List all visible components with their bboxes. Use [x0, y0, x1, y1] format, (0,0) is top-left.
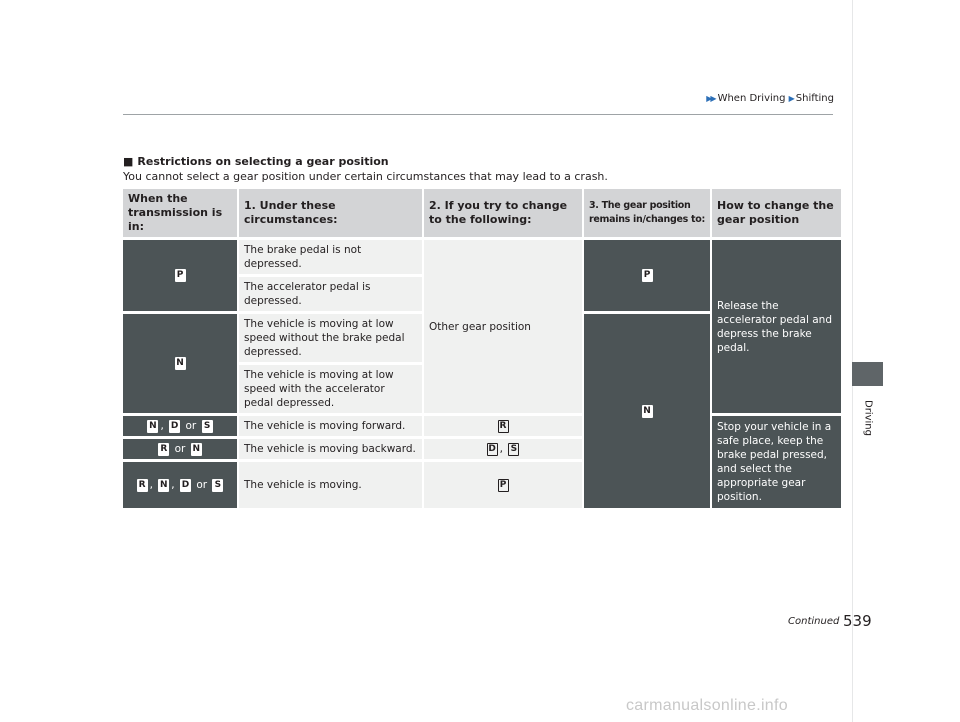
breadcrumb-shifting[interactable]: Shifting [795, 93, 834, 104]
breadcrumb [700, 93, 834, 104]
circumstance-cell: The accelerator pedal is depressed. [239, 277, 422, 311]
circumstance-cell: The vehicle is moving at low speed with the accelerator pedal depressed. [239, 365, 422, 413]
header-rule [123, 114, 833, 115]
gear-cell-rn [123, 439, 237, 459]
gear-cell-nds: N , D or S [123, 416, 237, 436]
gear-r-icon: R [137, 479, 148, 492]
gear-cell-rnds: R , N , D or S [123, 462, 237, 508]
gear-r-icon: R [158, 443, 169, 456]
gear-r-icon: R [498, 420, 509, 433]
gear-n-icon: N [160, 479, 168, 490]
circumstance-cell: The vehicle is moving at low speed without the brake pedal depressed. [239, 314, 422, 362]
section-title [123, 155, 389, 168]
try-change-cell [424, 416, 582, 436]
table-row [123, 240, 841, 274]
gear-n-icon: N [149, 420, 157, 431]
gear-p-icon: P [498, 479, 509, 492]
gear-restriction-table [121, 186, 843, 511]
howto-release-cell: Release the accelerator pedal and depress the brake pedal. [712, 240, 841, 413]
other-gear-cell: Other gear position [424, 240, 582, 413]
breadcrumb-when-driving[interactable]: When Driving [717, 93, 786, 104]
header-transmission: When the transmission is in: [123, 189, 237, 237]
gear-s-icon: S [508, 443, 519, 456]
try-change-cell: D , S [424, 439, 582, 459]
gear-cell-p [123, 240, 237, 311]
gear-n-icon: N [176, 358, 184, 368]
double-arrow-icon: ▶▶ [706, 94, 715, 103]
watermark: carmanualsonline.info [626, 697, 788, 714]
header-try-change: 2. If you try to change to the following: [424, 189, 582, 237]
circumstance-cell: The brake pedal is not depressed. [239, 240, 422, 274]
section-title-text: Restrictions on selecting a gear position [137, 155, 389, 168]
howto-stop-cell: Stop your vehicle in a safe place, keep the brake pedal pressed, and select the appropriate gear position. [712, 416, 841, 508]
gear-d-icon: D [488, 443, 496, 454]
gear-d-icon: D [170, 420, 179, 431]
square-bullet-icon: ■ [123, 155, 134, 168]
section-tab-marker [852, 362, 883, 386]
circumstance-cell: The vehicle is moving backward. [239, 439, 422, 459]
gear-p-icon: P [642, 269, 653, 282]
or-text: or [196, 479, 208, 491]
gear-p-icon: P [175, 269, 186, 282]
circumstance-cell: The vehicle is moving. [239, 462, 422, 508]
header-how-to-change: How to change the gear position [712, 189, 841, 237]
arrow-icon: ▶ [788, 94, 793, 103]
gear-s-icon: S [202, 420, 213, 433]
or-text: or [174, 443, 186, 455]
result-cell-n [584, 314, 710, 508]
try-change-cell [424, 462, 582, 508]
header-circumstances: 1. Under these circumstances: [239, 189, 422, 237]
table-header-row [123, 189, 841, 237]
section-tab-label: Driving [862, 400, 874, 436]
page-number: 539 [843, 612, 872, 630]
continued-label: Continued [788, 616, 840, 627]
intro-text: You cannot select a gear position under certain circumstances that may lead to a crash. [123, 170, 608, 183]
circumstance-cell: The vehicle is moving forward. [239, 416, 422, 436]
gear-d-icon: D [181, 479, 190, 490]
gear-n-icon: N [643, 405, 651, 416]
gear-cell-n [123, 314, 237, 413]
table-row [123, 416, 841, 436]
gear-s-icon: S [212, 479, 223, 492]
result-cell-p [584, 240, 710, 311]
or-text: or [185, 420, 197, 432]
gear-n-icon: N [192, 443, 200, 454]
header-remains: 3. The gear position remains in/changes to: [584, 189, 710, 237]
